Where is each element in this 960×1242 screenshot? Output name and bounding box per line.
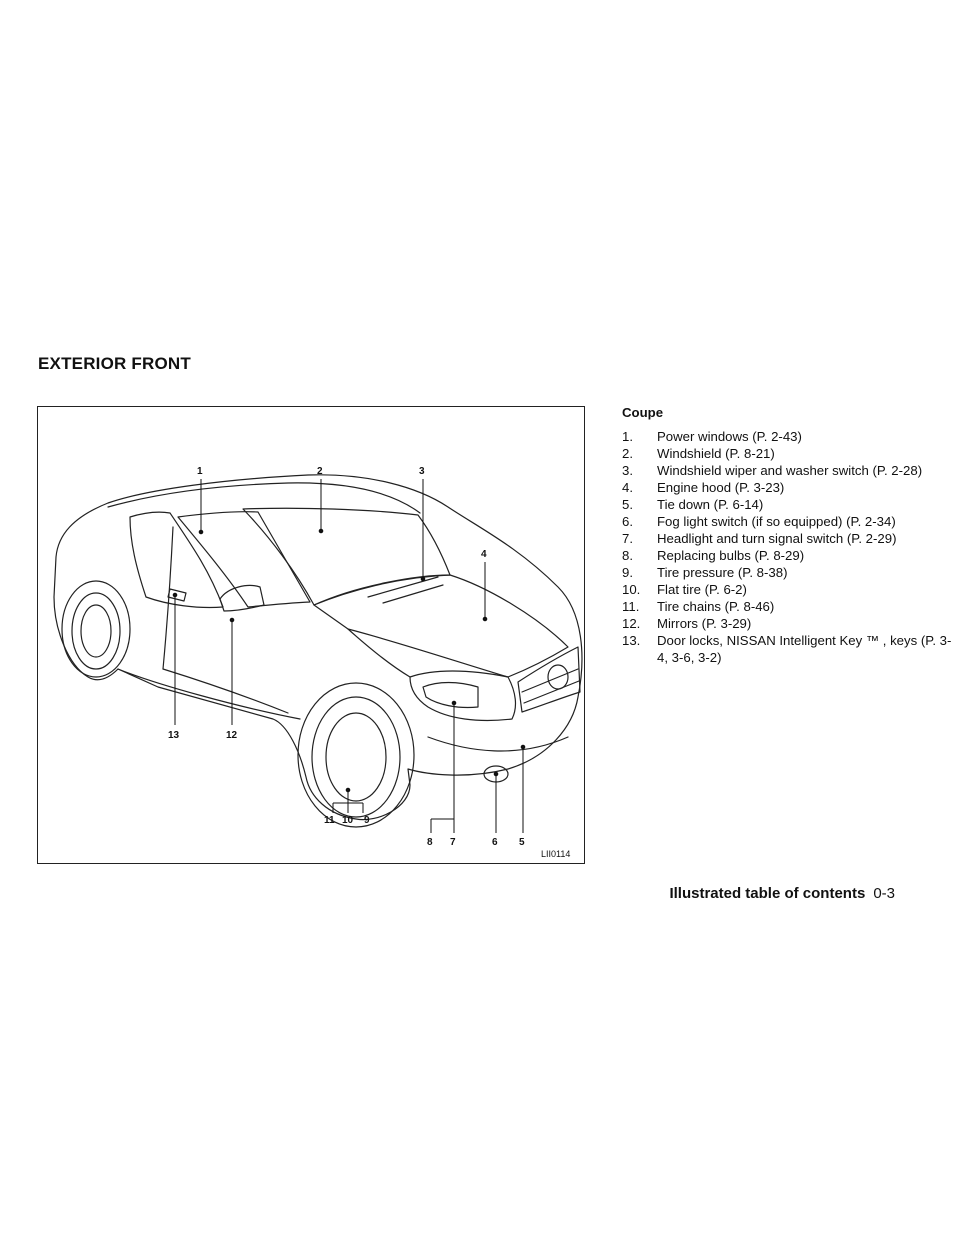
item-text: Power windows (P. 2-43) <box>657 429 802 444</box>
section-title: EXTERIOR FRONT <box>38 354 191 373</box>
item-text: Windshield (P. 8-21) <box>657 446 775 461</box>
side-window-front <box>178 512 310 607</box>
callout-13: 13 <box>168 730 180 741</box>
item-number: 4. <box>622 480 633 495</box>
callout-6: 6 <box>492 837 498 848</box>
front-wheel-arch <box>298 683 414 827</box>
callout-5: 5 <box>519 837 525 848</box>
model-heading: Coupe <box>622 405 664 420</box>
legend <box>622 404 952 666</box>
item-text: Tire chains (P. 8-46) <box>657 599 775 614</box>
list-item <box>622 632 952 666</box>
item-text: Headlight and turn signal switch (P. 2-29) <box>657 531 897 546</box>
item-text: Replacing bulbs (P. 8-29) <box>657 548 805 563</box>
item-text: Engine hood (P. 3-23) <box>657 480 785 495</box>
item-text: Door locks, NISSAN Intelligent Key ™ , keys (P. 3-4, 3-6, 3-2) <box>657 633 952 665</box>
list-item <box>622 445 952 462</box>
list-item <box>622 547 952 564</box>
item-number: 11. <box>622 599 640 614</box>
item-number: 1. <box>622 429 633 444</box>
page-number: 0-3 <box>873 885 895 902</box>
list-item <box>622 462 952 479</box>
item-number: 10. <box>622 582 641 597</box>
list-item <box>622 479 952 496</box>
item-text: Fog light switch (if so equipped) (P. 2-34) <box>657 514 896 529</box>
item-text: Tire pressure (P. 8-38) <box>657 565 788 580</box>
list-item <box>622 598 952 615</box>
callout-11: 11 <box>324 815 335 826</box>
item-number: 2. <box>622 446 633 461</box>
list-item <box>622 581 952 598</box>
callout-4: 4 <box>481 549 487 560</box>
page-footer <box>669 885 895 902</box>
item-text: Flat tire (P. 6-2) <box>657 582 747 597</box>
windshield <box>243 508 450 605</box>
callout-3: 3 <box>419 466 425 477</box>
callout-1: 1 <box>197 466 203 477</box>
legend-list <box>622 428 952 666</box>
wiper <box>368 577 443 603</box>
side-window-rear <box>130 512 223 607</box>
item-number: 13. <box>622 633 641 648</box>
list-item <box>622 615 952 632</box>
item-text: Mirrors (P. 3-29) <box>657 616 752 631</box>
list-item <box>622 530 952 547</box>
item-number: 7. <box>622 531 633 546</box>
item-number: 8. <box>622 548 633 563</box>
list-item <box>622 564 952 581</box>
callout-9: 9 <box>364 815 370 826</box>
front-wheel <box>312 697 400 817</box>
footer-section: Illustrated table of contents <box>669 885 866 902</box>
item-number: 6. <box>622 514 633 529</box>
item-number: 12. <box>622 616 641 631</box>
hood <box>314 575 568 677</box>
callout-8: 8 <box>427 837 433 848</box>
car-illustration <box>37 406 585 864</box>
callout-2: 2 <box>317 466 323 477</box>
callout-10: 10 <box>342 815 354 826</box>
item-number: 3. <box>622 463 633 478</box>
list-item <box>622 428 952 445</box>
item-number: 9. <box>622 565 633 580</box>
list-item <box>622 496 952 513</box>
item-text: Windshield wiper and washer switch (P. 2-28) <box>657 463 923 478</box>
item-text: Tie down (P. 6-14) <box>657 497 764 512</box>
item-number: 5. <box>622 497 633 512</box>
figure-code: LII0114 <box>541 849 571 859</box>
list-item <box>622 513 952 530</box>
callout-7: 7 <box>450 837 456 848</box>
callout-12: 12 <box>226 730 238 741</box>
